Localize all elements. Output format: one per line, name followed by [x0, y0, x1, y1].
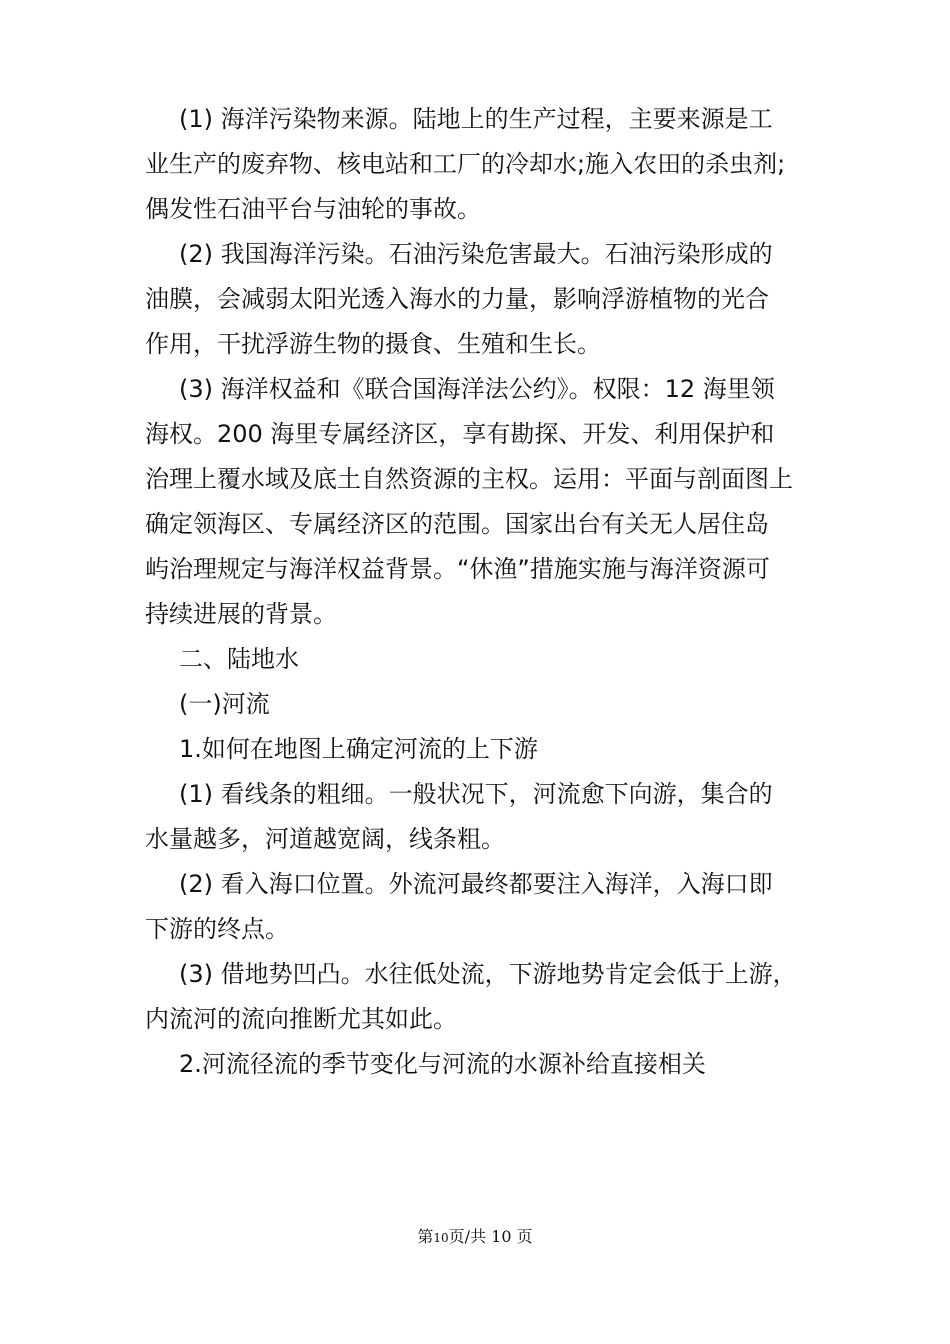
text-line: (1) 海洋污染物来源。陆地上的生产过程，主要来源是工 [179, 105, 773, 133]
text-line: 2.河流径流的季节变化与河流的水源补给直接相关 [179, 1050, 706, 1078]
text-line: 海权。200 海里专属经济区，享有勘探、开发、利用保护和 [145, 420, 775, 448]
paragraph-terrain [145, 952, 825, 1042]
footer-middle: 页/共 [448, 1227, 492, 1246]
subsection-heading-rivers [145, 682, 825, 727]
footer-current-page: 10 [433, 1231, 449, 1245]
text-line: 偶发性石油平台与油轮的事故。 [145, 195, 481, 223]
paragraph-line-thickness [145, 772, 825, 862]
footer-prefix: 第 [417, 1227, 434, 1246]
text-line: 1.如何在地图上确定河流的上下游 [179, 735, 538, 763]
text-line: (2) 我国海洋污染。石油污染危害最大。石油污染形成的 [179, 240, 773, 268]
text-line: (1) 看线条的粗细。一般状况下，河流愈下向游，集合的 [179, 780, 773, 808]
text-line: 确定领海区、专属经济区的范围。国家出台有关无人居住岛 [145, 510, 769, 538]
paragraph-maritime-rights [145, 367, 825, 637]
paragraph-marine-pollution-sources [145, 97, 825, 232]
text-line: (3) 海洋权益和《联合国海洋法公约》。权限：12 海里领 [179, 375, 775, 403]
item-heading-upstream-downstream [145, 727, 825, 772]
text-line: (2) 看入海口位置。外流河最终都要注入海洋，入海口即 [179, 870, 773, 898]
text-line: 治理上覆水域及底土自然资源的主权。运用：平面与剖面图上 [145, 465, 793, 493]
document-body [145, 97, 825, 1087]
footer-suffix: 页 [511, 1227, 533, 1246]
text-line: (3) 借地势凹凸。水往低处流，下游地势肯定会低于上游， [179, 960, 797, 988]
text-line: 内流河的流向推断尤其如此。 [145, 1005, 457, 1033]
text-line: (一)河流 [179, 690, 270, 718]
text-line: 屿治理规定与海洋权益背景。“休渔”措施实施与海洋资源可 [145, 555, 770, 583]
paragraph-river-mouth [145, 862, 825, 952]
section-heading-land-water [145, 637, 825, 682]
text-line: 二、陆地水 [179, 645, 299, 673]
paragraph-china-marine-pollution [145, 232, 825, 367]
item-heading-runoff-seasonal [145, 1042, 825, 1087]
text-line: 作用，干扰浮游生物的摄食、生殖和生长。 [145, 330, 601, 358]
text-line: 下游的终点。 [145, 915, 289, 943]
text-line: 水量越多，河道越宽阔，线条粗。 [145, 825, 505, 853]
text-line: 油膜，会减弱太阳光透入海水的力量，影响浮游植物的光合 [145, 285, 769, 313]
page-footer [0, 1226, 950, 1249]
text-line: 业生产的废弃物、核电站和工厂的冷却水;施入农田的杀虫剂; [145, 150, 786, 178]
footer-total-pages: 10 [491, 1227, 512, 1246]
text-line: 持续进展的背景。 [145, 600, 337, 628]
